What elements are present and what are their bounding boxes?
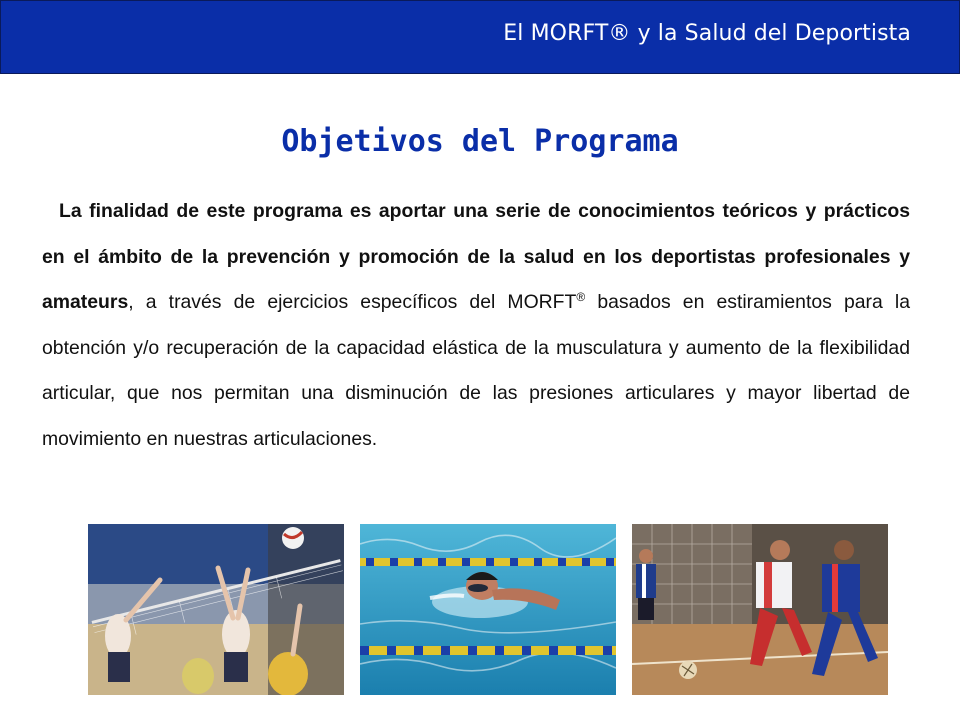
volleyball-photo: [88, 524, 344, 695]
body-text-before-sup: , a través de ejercicios específicos del MORFT: [128, 291, 577, 313]
header-bar: [0, 0, 960, 74]
body-bold-text: La finalidad de este programa es aportar una serie de conocimientos teóricos y prácticos en el ámbito de la prevención y promoción de la salud en los deportistas profesionales y amateurs: [42, 200, 910, 313]
body-paragraph: [42, 189, 910, 462]
registered-mark: ®: [576, 290, 586, 304]
header-title: El MORFT® y la Salud del Deportista: [503, 21, 911, 46]
swimming-photo: [360, 524, 616, 695]
page-title: Objetivos del Programa: [281, 124, 679, 159]
futsal-photo: [632, 524, 888, 695]
body-text-after-sup: basados en estiramientos para la obtención y/o recuperación de la capacidad elástica de la musculatura y aumento de la flexibilidad articular, que nos permitan una disminución de las presiones articulares y mayor libertad de movimiento en nuestras articulaciones.: [42, 291, 910, 450]
